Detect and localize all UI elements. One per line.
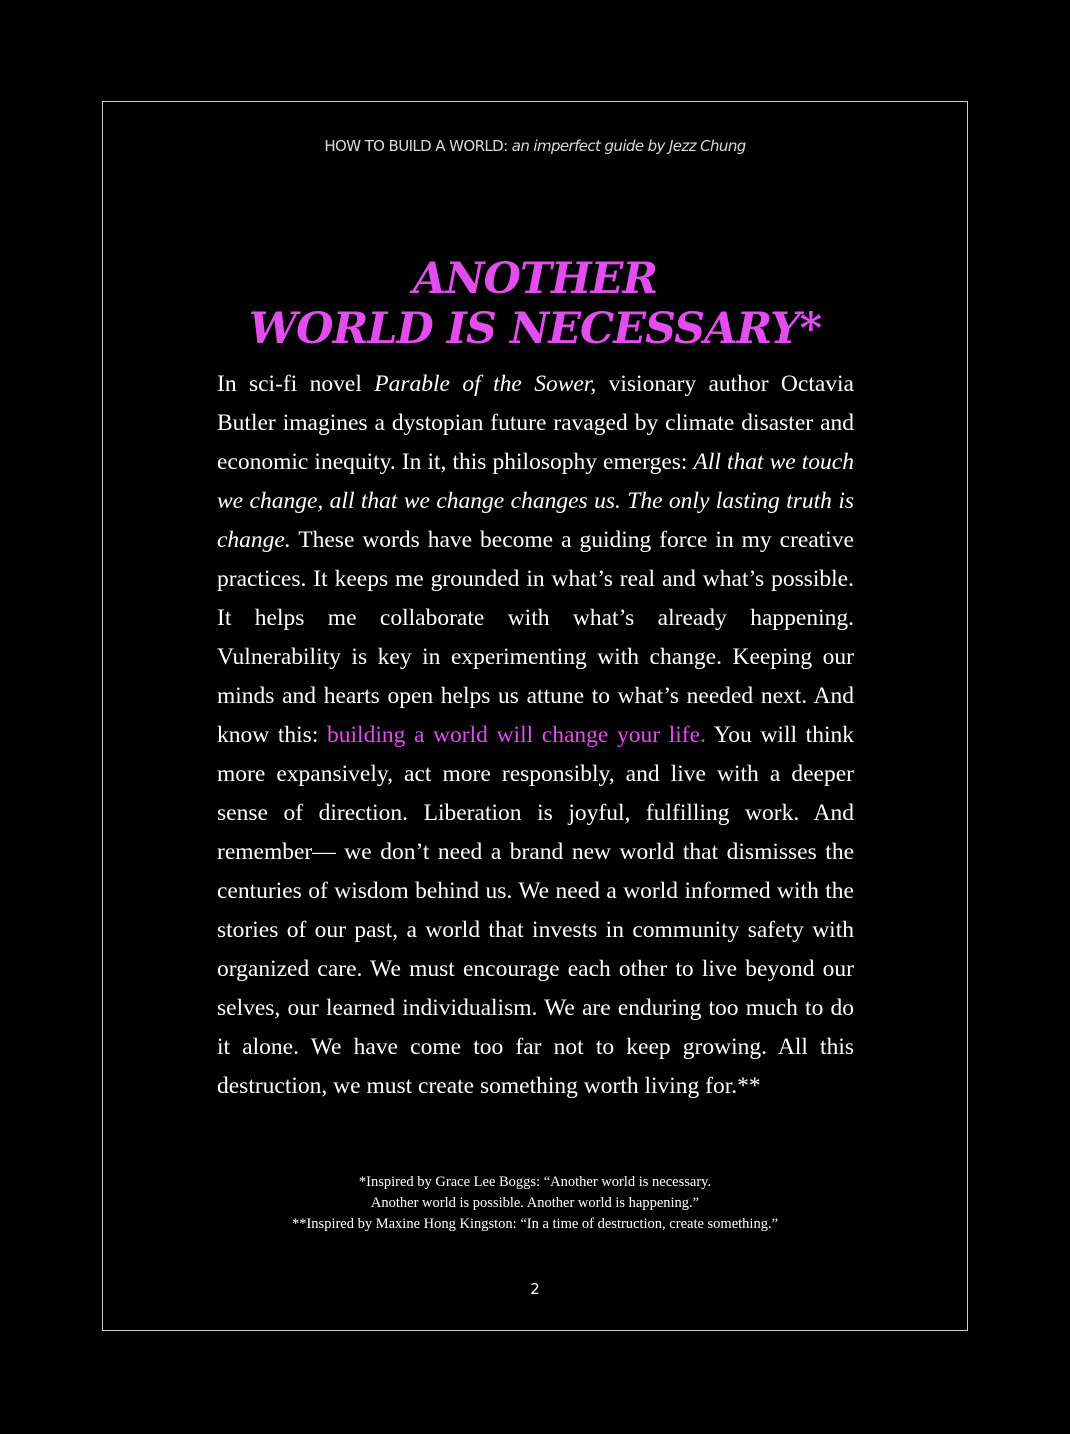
running-header — [0, 134, 1070, 158]
butler-quote: All that we touch we change, all that we change changes us. The only lasting truth is change. — [217, 449, 854, 553]
footnotes — [120, 1172, 950, 1235]
title-line-2: WORLD IS NECESSARY* — [248, 304, 822, 354]
page-title — [120, 254, 950, 354]
book-title: Parable of the Sower, — [374, 371, 597, 397]
body-text-2: visionary author Octavia Butler imagines a dystopian future ravaged by climate disaster and economic inequity. In it, this philosophy emerges: — [217, 371, 854, 475]
title-line-1: ANOTHER — [412, 254, 658, 304]
page-number: 2 — [530, 1280, 540, 1298]
body-text-4: You will think more expansively, act more responsibly, and live with a deeper sense of direction. Liberation is joyful, fulfilling work. And remember— we don’t need a brand new world that dismisses the centuries of wisdom behind us. We need a world informed with the stories of our past, a world that invests in community safety with organized care. We must encourage each other to live beyond our selves, our learned individualism. We are enduring too much to do it alone. We have come too far not to keep growing. All this destruction, we must create something worth living for.** — [217, 722, 854, 1099]
body-text-3: These words have become a guiding force in my creative practices. It keeps me grounded in what’s real and what’s possible. It helps me collaborate with what’s already happening. Vulnerability is key in experimenting with change. Keeping our minds and hearts open helps us attune to what’s needed next. And know this: — [217, 527, 854, 748]
highlight-text: building a world will change your life. — [327, 722, 706, 748]
body-paragraph — [217, 365, 854, 1106]
footnote-line-1: *Inspired by Grace Lee Boggs: “Another world is necessary. — [358, 1174, 712, 1190]
footnote-line-3: **Inspired by Maxine Hong Kingston: “In a time of destruction, create something.” — [291, 1216, 779, 1232]
body-text-1: In sci-fi novel — [217, 371, 375, 397]
header-main: HOW TO BUILD A WORLD: — [324, 137, 508, 155]
header-subtitle: an imperfect guide by Jezz Chung — [507, 137, 746, 155]
footnote-line-2: Another world is possible. Another world is happening.” — [370, 1195, 700, 1211]
